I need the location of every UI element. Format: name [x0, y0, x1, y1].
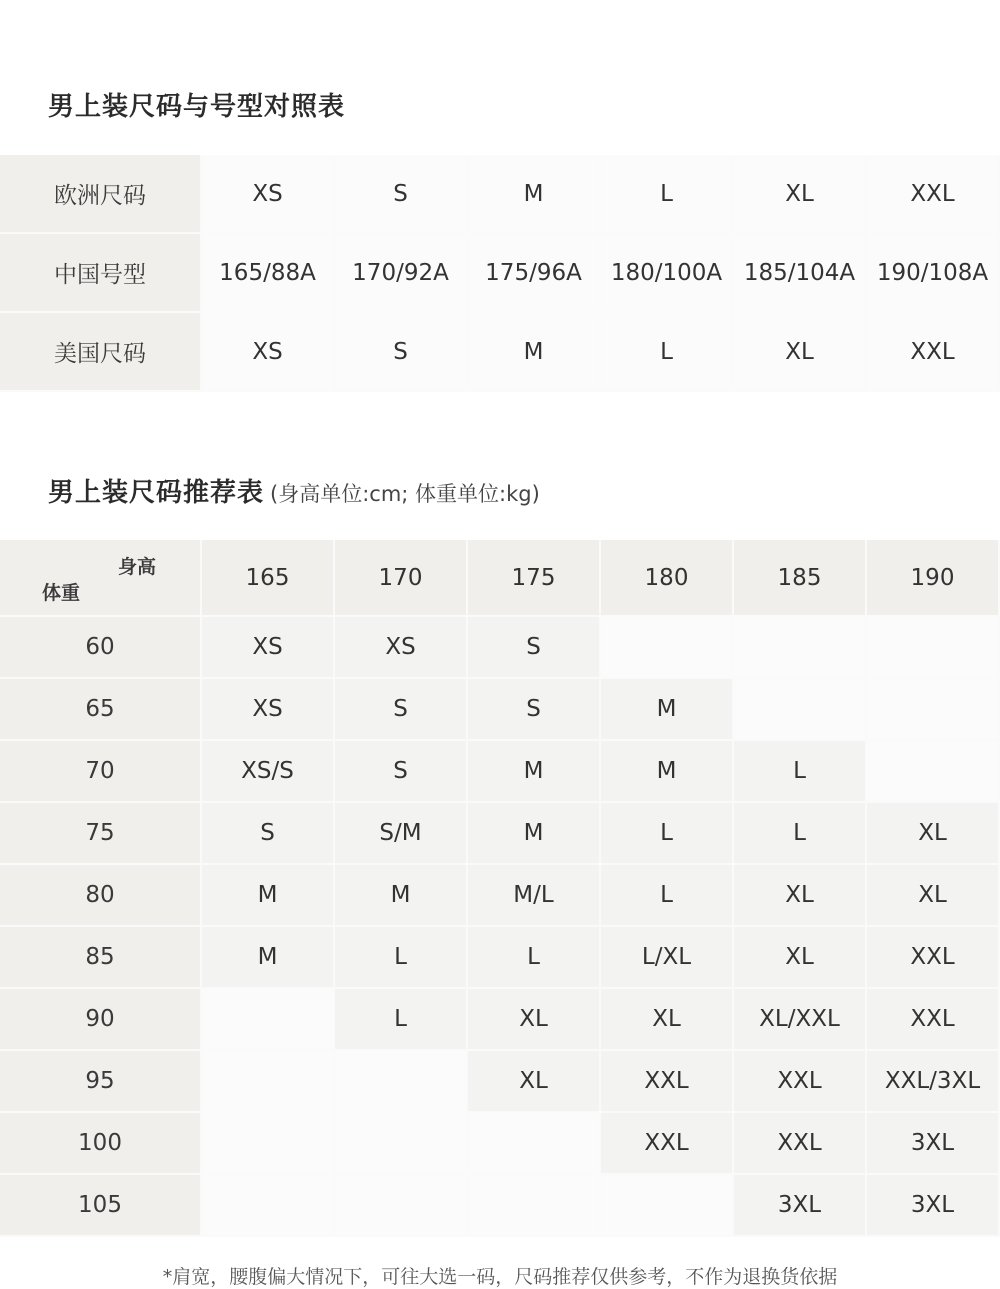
- recommend-size-cell: XS: [334, 616, 467, 678]
- conversion-row: [0, 233, 999, 312]
- recommend-size-cell: S: [467, 678, 600, 740]
- recommend-size-cell: [600, 616, 733, 678]
- recommend-size-cell: L: [467, 926, 600, 988]
- recommend-size-cell: [733, 616, 866, 678]
- recommend-size-cell: M/L: [467, 864, 600, 926]
- recommend-size-cell: L: [334, 988, 467, 1050]
- recommend-row: [0, 1112, 999, 1174]
- recommend-size-cell: [866, 678, 999, 740]
- conversion-cell: 180/100A: [600, 233, 733, 312]
- recommend-size-cell: XXL/3XL: [866, 1050, 999, 1112]
- conversion-cell: 165/88A: [201, 233, 334, 312]
- size-recommend-title: [48, 472, 540, 509]
- recommend-size-cell: XXL: [600, 1112, 733, 1174]
- recommend-size-cell: [201, 1112, 334, 1174]
- size-conversion-title: [48, 86, 345, 123]
- recommend-size-cell: [467, 1112, 600, 1174]
- conversion-cell: S: [334, 155, 467, 233]
- recommend-size-cell: L: [600, 864, 733, 926]
- recommend-row: [0, 1174, 999, 1236]
- conversion-cell: XXL: [866, 155, 999, 233]
- recommend-size-cell: [733, 678, 866, 740]
- footnote: *肩宽，腰腹偏大情况下，可往大选一码，尺码推荐仅供参考，不作为退换货依据: [162, 1266, 838, 1288]
- recommend-size-cell: XL/XXL: [733, 988, 866, 1050]
- recommend-size-cell: L: [334, 926, 467, 988]
- conversion-cell: M: [467, 155, 600, 233]
- conversion-cell: L: [600, 155, 733, 233]
- height-header-row: [0, 540, 999, 616]
- recommend-size-cell: XS: [201, 616, 334, 678]
- height-header-cell: 175: [467, 540, 600, 616]
- recommend-size-cell: [334, 1050, 467, 1112]
- weight-label-cell: 80: [0, 864, 201, 926]
- corner-weight-label: 体重: [42, 582, 81, 604]
- recommend-size-cell: [201, 1174, 334, 1236]
- recommend-size-cell: S: [334, 740, 467, 802]
- height-header-cell: 185: [733, 540, 866, 616]
- recommend-row: [0, 1050, 999, 1112]
- recommend-row: [0, 616, 999, 678]
- recommend-size-cell: [201, 988, 334, 1050]
- recommend-size-cell: S: [467, 616, 600, 678]
- recommend-size-cell: S/M: [334, 802, 467, 864]
- recommend-size-cell: 3XL: [866, 1112, 999, 1174]
- recommend-size-cell: XXL: [733, 1050, 866, 1112]
- recommend-size-cell: XL: [733, 926, 866, 988]
- conversion-cell: M: [467, 312, 600, 391]
- recommend-size-cell: XL: [866, 802, 999, 864]
- recommend-size-cell: XS/S: [201, 740, 334, 802]
- recommend-row: [0, 864, 999, 926]
- size-conversion-table: [0, 155, 1000, 392]
- conversion-row-label: 美国尺码: [0, 312, 201, 391]
- recommend-size-cell: XXL: [600, 1050, 733, 1112]
- conversion-cell: XS: [201, 155, 334, 233]
- conversion-cell: 170/92A: [334, 233, 467, 312]
- corner-header-cell: [0, 540, 201, 616]
- recommend-row: [0, 802, 999, 864]
- recommend-size-cell: S: [334, 678, 467, 740]
- recommend-row: [0, 678, 999, 740]
- recommend-size-cell: M: [201, 864, 334, 926]
- conversion-row-label: 中国号型: [0, 233, 201, 312]
- conversion-cell: 175/96A: [467, 233, 600, 312]
- conversion-cell: 185/104A: [733, 233, 866, 312]
- recommend-size-cell: [866, 616, 999, 678]
- recommend-size-cell: XL: [467, 988, 600, 1050]
- recommend-size-cell: XXL: [866, 988, 999, 1050]
- weight-label-cell: 90: [0, 988, 201, 1050]
- recommend-size-cell: L/XL: [600, 926, 733, 988]
- recommend-size-cell: M: [467, 802, 600, 864]
- weight-label-cell: 75: [0, 802, 201, 864]
- size-recommend-unit-note: (身高单位:cm; 体重单位:kg): [270, 482, 540, 506]
- conversion-cell: XL: [733, 155, 866, 233]
- recommend-size-cell: XL: [600, 988, 733, 1050]
- conversion-cell: 190/108A: [866, 233, 999, 312]
- height-header-cell: 190: [866, 540, 999, 616]
- size-conversion-title-text: 男上装尺码与号型对照表: [48, 92, 346, 122]
- weight-label-cell: 85: [0, 926, 201, 988]
- recommend-size-cell: XXL: [733, 1112, 866, 1174]
- weight-label-cell: 60: [0, 616, 201, 678]
- recommend-size-cell: 3XL: [733, 1174, 866, 1236]
- recommend-size-cell: [334, 1112, 467, 1174]
- conversion-row: [0, 312, 999, 391]
- recommend-size-cell: XL: [467, 1050, 600, 1112]
- recommend-size-cell: 3XL: [866, 1174, 999, 1236]
- recommend-size-cell: [201, 1050, 334, 1112]
- size-recommend-table: [0, 540, 1000, 1237]
- weight-label-cell: 95: [0, 1050, 201, 1112]
- recommend-size-cell: S: [201, 802, 334, 864]
- conversion-cell: XL: [733, 312, 866, 391]
- recommend-size-cell: XS: [201, 678, 334, 740]
- size-recommend-title-text: 男上装尺码推荐表: [48, 478, 265, 508]
- recommend-size-cell: M: [600, 678, 733, 740]
- recommend-row: [0, 988, 999, 1050]
- recommend-size-cell: XL: [866, 864, 999, 926]
- recommend-size-cell: [467, 1174, 600, 1236]
- conversion-row-label: 欧洲尺码: [0, 155, 201, 233]
- recommend-size-cell: XL: [733, 864, 866, 926]
- recommend-size-cell: L: [600, 802, 733, 864]
- recommend-size-cell: M: [201, 926, 334, 988]
- conversion-cell: XS: [201, 312, 334, 391]
- weight-label-cell: 105: [0, 1174, 201, 1236]
- conversion-cell: S: [334, 312, 467, 391]
- recommend-row: [0, 926, 999, 988]
- recommend-size-cell: M: [334, 864, 467, 926]
- weight-label-cell: 65: [0, 678, 201, 740]
- height-header-cell: 165: [201, 540, 334, 616]
- recommend-size-cell: [600, 1174, 733, 1236]
- height-header-cell: 170: [334, 540, 467, 616]
- weight-label-cell: 100: [0, 1112, 201, 1174]
- conversion-cell: L: [600, 312, 733, 391]
- recommend-size-cell: L: [733, 740, 866, 802]
- height-header-cell: 180: [600, 540, 733, 616]
- recommend-row: [0, 740, 999, 802]
- corner-height-label: 身高: [117, 556, 156, 578]
- recommend-size-cell: [334, 1174, 467, 1236]
- recommend-size-cell: [866, 740, 999, 802]
- recommend-size-cell: M: [467, 740, 600, 802]
- recommend-size-cell: L: [733, 802, 866, 864]
- recommend-size-cell: XXL: [866, 926, 999, 988]
- conversion-row: [0, 155, 999, 233]
- weight-label-cell: 70: [0, 740, 201, 802]
- conversion-cell: XXL: [866, 312, 999, 391]
- recommend-size-cell: M: [600, 740, 733, 802]
